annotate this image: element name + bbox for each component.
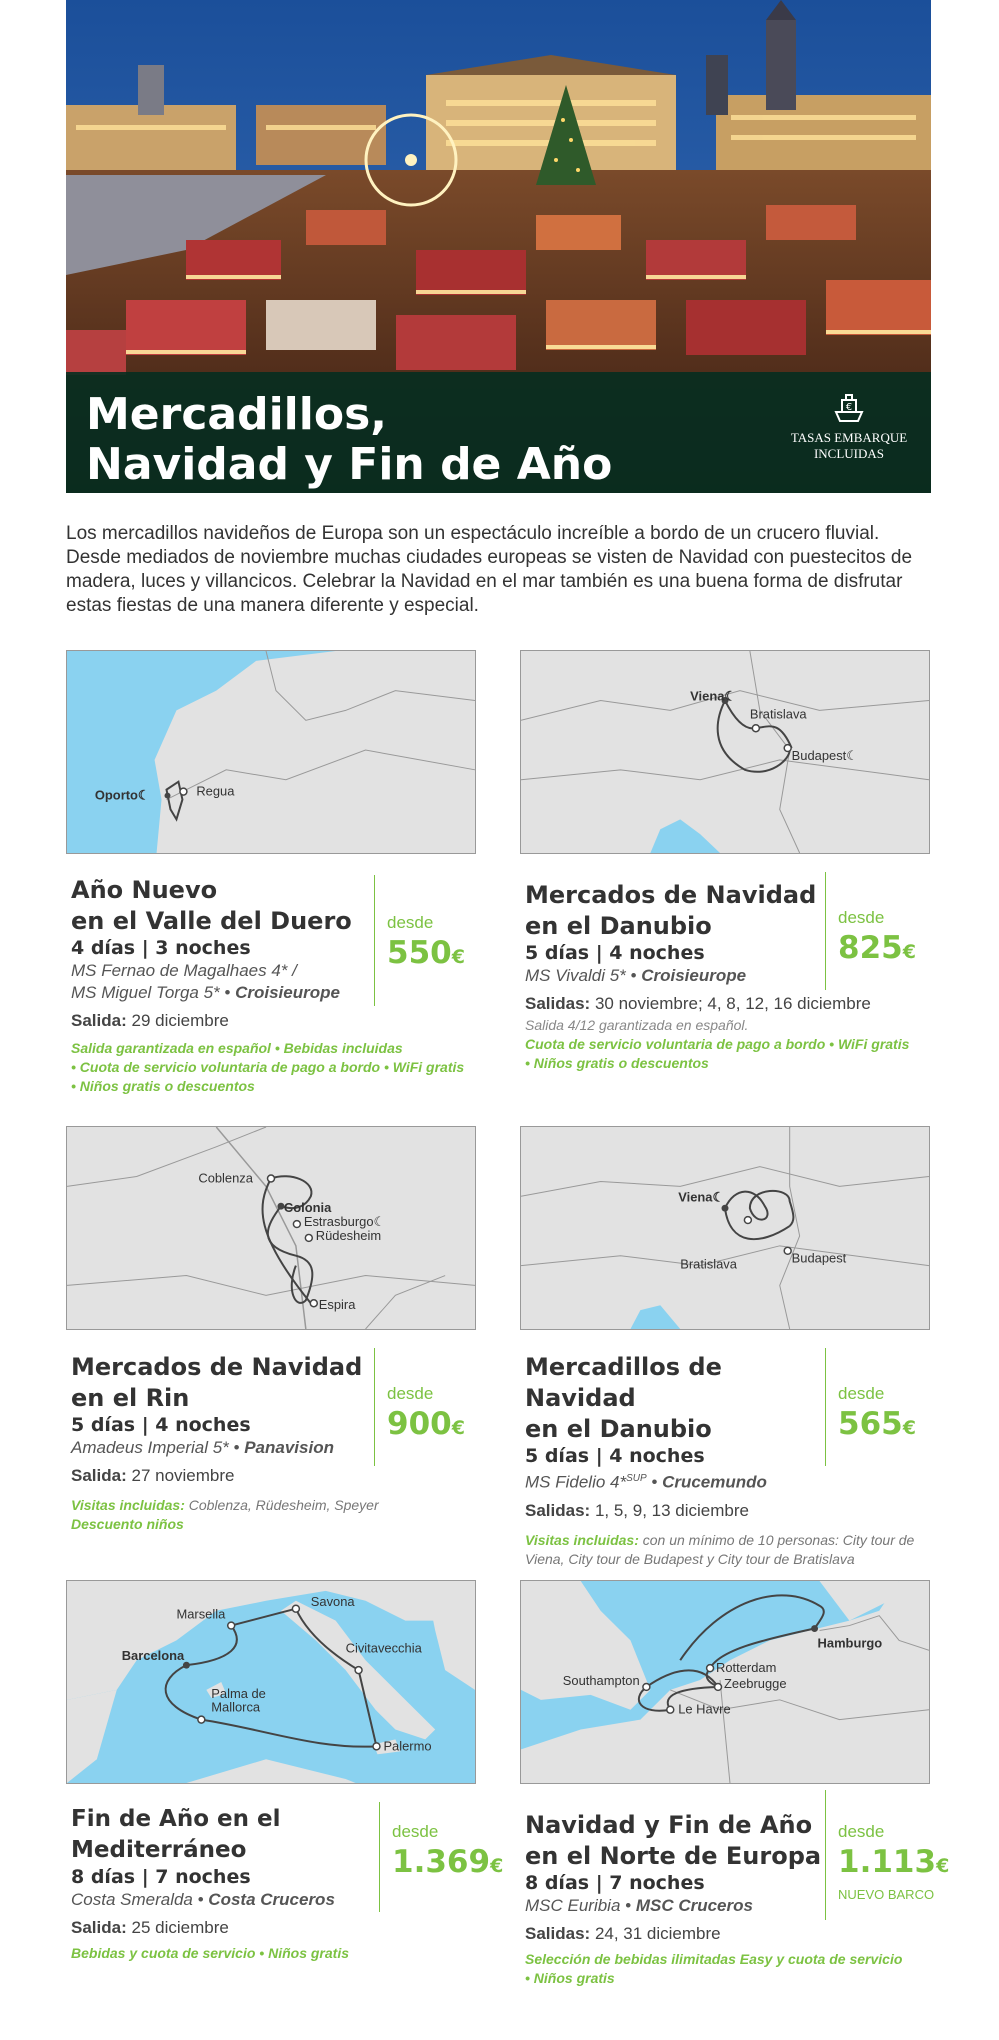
route-map (520, 650, 930, 854)
departure-value: 1, 5, 9, 13 diciembre (594, 1500, 749, 1520)
cruise-extras (71, 1039, 501, 1096)
price-currency: € (451, 1417, 465, 1439)
cruise-duration: 8 días | 7 noches (71, 1866, 251, 1888)
departure-dates (71, 1009, 371, 1033)
price-box (374, 875, 465, 1006)
page-title-line2: Navidad y Fin de Año (86, 439, 613, 490)
tasas-line1: TASAS EMBARQUE (790, 430, 908, 445)
svg-text:Espira: Espira (318, 1297, 356, 1313)
price-amount (838, 1404, 916, 1448)
cruise-extra-line1: Salida garantizada en español • Bebidas incluidas (71, 1040, 403, 1056)
cruise-extra-line1: Selección de bebidas ilimitadas Easy y cuota de servicio (525, 1951, 903, 1967)
included-visits (71, 1496, 491, 1515)
ship-name-line2: MS Miguel Torga 5* (71, 983, 220, 1002)
departure-label: Salida: (71, 1918, 127, 1937)
visits-value: Coblenza, Rüdesheim, Speyer (188, 1497, 379, 1513)
cruise-operator: Croisieurope (235, 983, 340, 1002)
price-currency: € (902, 1417, 916, 1439)
desde-label: desde (387, 913, 434, 932)
route-map (66, 1580, 476, 1784)
cruise-extras (525, 1950, 945, 1988)
page-title-line1: Mercadillos, (86, 389, 387, 440)
ship-category-sup: SUP (626, 1473, 647, 1484)
ship-name-text: Costa Smeralda (71, 1890, 193, 1909)
departure-dates (525, 1499, 825, 1523)
departure-label: Salidas: (525, 1924, 591, 1943)
ship-name-text: Amadeus Imperial 5* (71, 1438, 229, 1457)
included-visits (525, 1531, 945, 1569)
price-box (825, 872, 916, 990)
cruise-title-line2: en el Danubio (525, 1415, 712, 1443)
desde-label: desde (838, 1384, 885, 1403)
svg-text:Palermo: Palermo (383, 1738, 432, 1754)
price-currency: € (451, 946, 465, 968)
cruise-title-line1: Mercados de Navidad (71, 1353, 363, 1381)
price-value: 550 (387, 935, 452, 971)
visits-label: Visitas incluidas: (71, 1497, 185, 1513)
cruise-extra-line3: • Niños gratis o descuentos (71, 1078, 255, 1094)
svg-text:€: € (845, 402, 853, 413)
cruise-duration: 5 días | 4 noches (525, 942, 705, 964)
cruise-title-line1: Mercadillos de Navidad (525, 1353, 722, 1412)
price-amount (387, 1404, 465, 1448)
price-amount (838, 1842, 949, 1886)
svg-text:Barcelona: Barcelona (121, 1648, 185, 1664)
svg-text:Bratislava: Bratislava (749, 706, 807, 722)
cruise-title (525, 1352, 825, 1445)
svg-text:Southampton: Southampton (562, 1673, 640, 1688)
svg-text:Viena☾: Viena☾ (690, 688, 737, 704)
ship-name-line1: MS Fernao de Magalhaes 4* / (71, 961, 297, 980)
svg-text:Marsella: Marsella (176, 1606, 226, 1622)
departure-label: Salida: (71, 1011, 127, 1030)
ship-name: MS Vivaldi 5* • Croisieurope (525, 966, 747, 985)
visits-label: Visitas incluidas: (525, 1531, 639, 1548)
svg-text:Budapest: Budapest (791, 1250, 847, 1266)
intro-text: Los mercadillos navideños de Europa son un espectáculo increíble a bordo de un crucero fluvial. Desde mediados de noviembre muchas ciudades europeas se visten de Navidad con puestecitos de madera, luces y villancicos. Celebrar la Navidad en el mar también es una buena forma de disfrutar estas fiestas de una manera diferente y especial. (66, 523, 913, 616)
desde-label: desde (838, 1822, 885, 1841)
cruise-title (71, 875, 371, 937)
price-amount (387, 933, 465, 977)
price-box (825, 1790, 949, 1920)
cruise-extra-line2: Descuento niños (71, 1516, 184, 1532)
new-ship-badge: NUEVO BARCO (838, 1887, 935, 1902)
svg-text:Rüdesheim: Rüdesheim (315, 1227, 382, 1243)
svg-text:Budapest☾: Budapest☾ (791, 747, 858, 763)
svg-text:Colonia: Colonia (283, 1200, 332, 1216)
tasas-line2: INCLUIDAS (813, 446, 885, 461)
cruise-operator: Panavision (244, 1438, 334, 1457)
cruise-title (525, 880, 825, 942)
svg-text:Regua: Regua (196, 783, 235, 799)
tasas-badge (789, 392, 909, 462)
route-map (520, 1126, 930, 1330)
cruise-title (71, 1352, 371, 1414)
cruise-title-line1: Fin de Año en el Mediterráneo (71, 1806, 281, 1863)
departure-value: 24, 31 diciembre (594, 1924, 721, 1943)
desde-label: desde (838, 908, 885, 927)
cruise-extras (525, 1035, 955, 1073)
cruise-extra-line1: Cuota de servicio voluntaria de pago a bordo • WiFi gratis (525, 1036, 910, 1052)
cruise-title-line2: en el Valle del Duero (71, 907, 352, 935)
departure-note: Salida 4/12 garantizada en español. (525, 1017, 749, 1033)
ship-name: Costa Smeralda • Costa Cruceros (71, 1890, 335, 1909)
price-box (379, 1802, 503, 1912)
departure-dates (525, 1922, 845, 1946)
ship-name-text: MS Fidelio 4* (525, 1472, 627, 1492)
svg-text:Mallorca: Mallorca (211, 1699, 261, 1715)
cruise-operator: Costa Cruceros (208, 1890, 335, 1909)
cruise-operator: MSC Cruceros (635, 1896, 753, 1915)
ship-name: Amadeus Imperial 5* • Panavision (71, 1438, 334, 1457)
route-map (520, 1580, 930, 1784)
departure-label: Salidas: (525, 994, 591, 1013)
price-box (825, 1348, 916, 1466)
ship-name-text: MSC Euribia (525, 1896, 621, 1915)
cruise-title (71, 1804, 391, 1866)
departure-dates (525, 992, 945, 1016)
cruise-title-line1: Año Nuevo (71, 876, 218, 904)
ship-name-text: MS Vivaldi 5* (525, 966, 626, 985)
price-currency: € (490, 1855, 504, 1877)
cruise-extra-line2: • Niños gratis (525, 1970, 615, 1986)
price-amount (392, 1842, 503, 1886)
price-value: 1.113 (838, 1844, 937, 1880)
desde-label: desde (387, 1384, 434, 1403)
departure-value: 30 noviembre; 4, 8, 12, 16 diciembre (594, 994, 871, 1013)
ship-euro-icon (832, 392, 866, 426)
svg-text:Zeebrugge: Zeebrugge (724, 1675, 787, 1691)
cruise-title-line1: Mercados de Navidad (525, 881, 817, 909)
price-box (374, 1348, 465, 1466)
svg-text:Viena☾: Viena☾ (678, 1189, 725, 1205)
svg-text:Hamburgo: Hamburgo (817, 1635, 883, 1651)
cruise-extra-line2: • Niños gratis o descuentos (525, 1055, 709, 1071)
departure-value: 25 diciembre (131, 1918, 229, 1937)
visits-value: con un mínimo de 10 personas: City tour de Viena, City tour de Budapest y City tour de Bratislava (525, 1531, 915, 1567)
price-amount (838, 928, 916, 972)
cruise-extra-line1: Bebidas y cuota de servicio • Niños gratis (71, 1945, 349, 1961)
departure-label: Salidas: (525, 1500, 591, 1520)
cruise-duration: 5 días | 4 noches (71, 1414, 251, 1436)
svg-text:Le Havre: Le Havre (678, 1701, 731, 1717)
cruise-operator: Croisieurope (641, 966, 747, 985)
svg-text:Rotterdam: Rotterdam (716, 1660, 777, 1676)
title-banner (66, 372, 931, 493)
svg-text:Savona: Savona (310, 1593, 355, 1609)
desde-label: desde (392, 1822, 439, 1841)
svg-text:Coblenza: Coblenza (198, 1170, 253, 1186)
price-value: 1.369 (392, 1844, 491, 1880)
price-currency: € (902, 941, 916, 963)
departure-value: 27 noviembre (131, 1466, 235, 1485)
departure-dates (71, 1916, 391, 1940)
svg-text:Bratislava: Bratislava (680, 1256, 737, 1272)
svg-text:Civitavecchia: Civitavecchia (345, 1640, 422, 1656)
price-currency: € (936, 1855, 950, 1877)
route-map (66, 1126, 476, 1330)
route-map (66, 650, 476, 854)
ship-name: MS Fidelio 4*$^{SUP}$ • Crucemundo (525, 1472, 767, 1492)
page-title (86, 390, 612, 490)
ship-name: MSC Euribia • MSC Cruceros (525, 1896, 753, 1915)
cruise-title-line2: en el Rin (71, 1384, 190, 1412)
ship-name: MS Fernao de Magalhaes 4* / MS Miguel Torga 5* • Croisieurope (71, 961, 340, 1002)
hero-image (66, 0, 931, 493)
departure-dates (71, 1464, 371, 1488)
cruise-operator: Crucemundo (662, 1472, 767, 1492)
price-value: 900 (387, 1406, 452, 1442)
cruise-duration: 4 días | 3 noches (71, 937, 251, 959)
cruise-extra-line2: • Cuota de servicio voluntaria de pago a bordo • WiFi gratis (71, 1059, 465, 1075)
svg-text:Palma de: Palma de (211, 1685, 266, 1701)
svg-text:Estrasburgo☾: Estrasburgo☾ (303, 1214, 386, 1230)
cruise-title (525, 1810, 845, 1872)
departure-label: Salida: (71, 1466, 127, 1485)
cruise-duration: 5 días | 4 noches (525, 1445, 705, 1467)
cruise-duration: 8 días | 7 noches (525, 1872, 705, 1894)
cruise-title-line2: en el Norte de Europa (525, 1842, 822, 1870)
price-value: 825 (838, 930, 903, 966)
cruise-title-line1: Navidad y Fin de Año (525, 1811, 813, 1839)
svg-text:Oporto☾: Oporto☾ (94, 787, 150, 803)
price-value: 565 (838, 1406, 903, 1442)
cruise-title-line2: en el Danubio (525, 912, 712, 940)
departure-value: 29 diciembre (131, 1011, 229, 1030)
